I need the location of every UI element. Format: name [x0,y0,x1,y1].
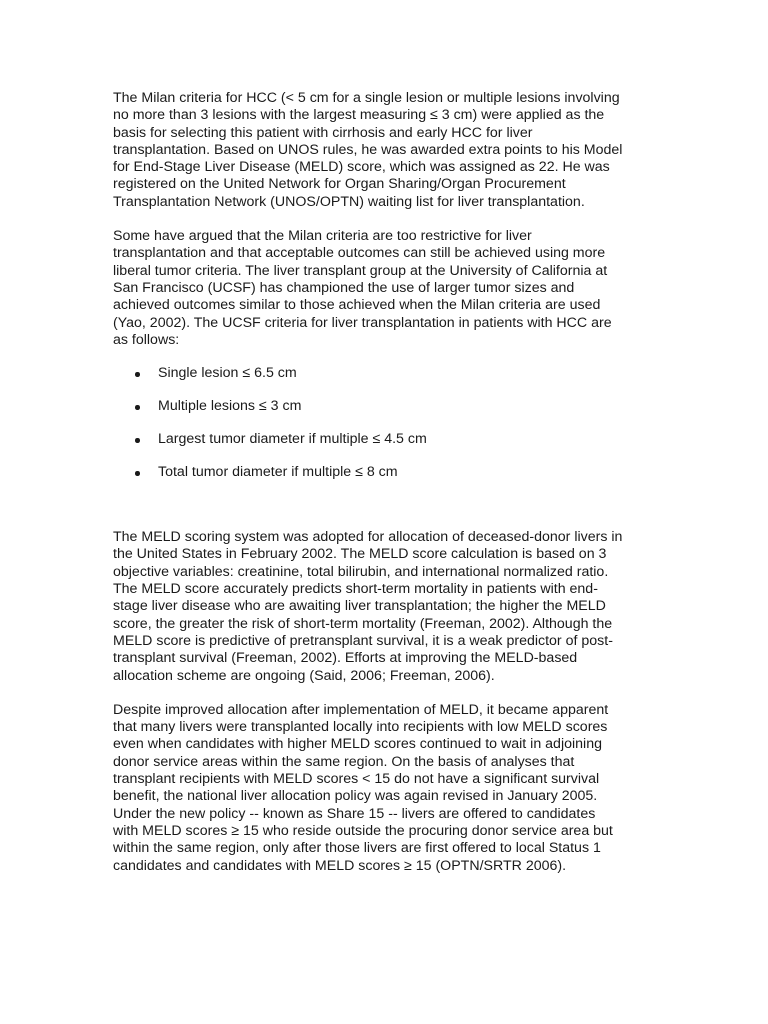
list-item [113,365,658,382]
bullet-icon [135,438,140,443]
bullet-icon [135,471,140,476]
ucsf-criteria-list [113,365,658,481]
paragraph-share-15-policy: Despite improved allocation after implementation of MELD, it became apparent that many livers were transplanted locally into recipients with low MELD scores even when candidates with higher MELD scores continued to wait in adjoining donor service areas within the same region. On the basis of analyses that transplant recipients with MELD scores < 15 do not have a significant survival benefit, the national liver allocation policy was again revised in January 2005. Under the new policy -- known as Share 15 -- livers are offered to candidates with MELD scores ≥ 15 who reside outside the procuring donor service area but within the same region, only after those livers are first offered to local Status 1 candidates and candidates with MELD scores ≥ 15 (OPTN/SRTR 2006). [113,701,613,874]
paragraph-milan-criteria: The Milan criteria for HCC (< 5 cm for a single lesion or multiple lesions involving no more than 3 lesions with the largest measuring ≤ 3 cm) were applied as the basis for selecting this patient with cirrhosis and early HCC for liver transplantation. Based on UNOS rules, he was awarded extra points to his Model for End-Stage Liver Disease (MELD) score, which was assigned as 22. He was registered on the United Network for Organ Sharing/Organ Procurement Transplantation Network (UNOS/OPTN) waiting list for liver transplantation. [113,90,623,210]
list-item-text: Single lesion ≤ 6.5 cm [158,365,297,382]
list-item-text: Largest tumor diameter if multiple ≤ 4.5 cm [158,431,427,448]
paragraph-ucsf-criteria: Some have argued that the Milan criteria are too restrictive for liver transplantation and that acceptable outcomes can still be achieved using more liberal tumor criteria. The liver transplant group at the University of California at San Francisco (UCSF) has championed the use of larger tumor sizes and achieved outcomes similar to those achieved when the Milan criteria are used (Yao, 2002). The UCSF criteria for liver transplantation in patients with HCC are as follows: [113,228,612,348]
list-item-text: Total tumor diameter if multiple ≤ 8 cm [158,464,398,481]
list-item [113,398,658,415]
bullet-icon [135,372,140,377]
list-item-text: Multiple lesions ≤ 3 cm [158,398,302,415]
paragraph-meld-system: The MELD scoring system was adopted for allocation of deceased-donor livers in the United States in February 2002. The MELD score calculation is based on 3 objective variables: creatinine, total bilirubin, and international normalized ratio. The MELD score accurately predicts short-term mortality in patients with end- stage liver disease who are awaiting liver transplantation; the higher the MELD score, the greater the risk of short-term mortality (Freeman, 2002). Although the MELD score is predictive of pretransplant survival, it is a weak predictor of post- transplant survival (Freeman, 2002). Efforts at improving the MELD-based allocation scheme are ongoing (Said, 2006; Freeman, 2006). [113,529,623,684]
list-item [113,431,658,448]
list-item [113,464,658,481]
bullet-icon [135,405,140,410]
document-body [113,90,658,875]
